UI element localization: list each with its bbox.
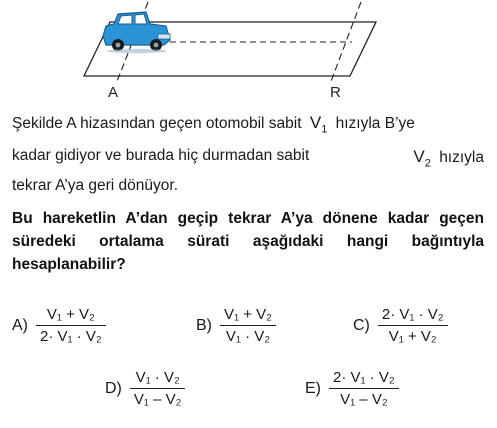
fraction-d: $\frac{\text{V₁ · V₂}}{\text{V₁ – V₂}}$ bbox=[130, 369, 186, 408]
label-b: R bbox=[330, 84, 341, 101]
fraction-e: $\frac{\text{2· V₁ · V₂}}{\text{V₁ – V₂}}$ bbox=[329, 369, 399, 408]
fraction-a: $\frac{\text{V₁ + V₂}}{\text{2· V₁ · V₂}}$ bbox=[36, 306, 106, 345]
v2-symbol: $V_2$ bbox=[413, 147, 431, 170]
option-e[interactable]: E) $\frac{\text{2· V₁ · V₂}}{\text{V₁ – V₂}}$ bbox=[305, 369, 399, 408]
option-d[interactable]: D) $\frac{\text{V₁ · V₂}}{\text{V₁ – V₂}}$ bbox=[105, 369, 185, 408]
question-text: Bu hareketlin A’dan geçip tekrar A’ya dönene kadar geçen süredeki ortalama sürati aşağıdaki hangi bağıntıyla hesaplanabilir? bbox=[12, 210, 484, 273]
fraction-b: $\frac{\text{V₁ + V₂}}{\text{V₁ · V₂}}$ bbox=[220, 306, 276, 345]
label-a: A bbox=[108, 84, 119, 101]
v1-symbol: $V_1$ bbox=[309, 113, 328, 136]
paragraph-line-3: tekrar A’ya geri dönüyor. bbox=[12, 177, 178, 194]
line-b bbox=[330, 2, 361, 84]
fraction-c: $\frac{\text{2· V₁ · V₂}}{\text{V₁ + V₂}}$ bbox=[378, 306, 448, 345]
option-b[interactable]: B) $\frac{\text{V₁ + V₂}}{\text{V₁ · V₂}}$ bbox=[196, 306, 276, 345]
road-diagram bbox=[0, 0, 497, 105]
option-c[interactable]: C) $\frac{\text{2· V₁ · V₂}}{\text{V₁ + V₂}}$ bbox=[353, 306, 448, 345]
paragraph-line-2: kadar gidiyor ve burada hiç durmadan sabit $V_2$ hızıyla bbox=[12, 147, 484, 170]
paragraph-line-1: Şekilde A hizasından geçen otomobil sabit $V_1$ hızıyla B’ye bbox=[12, 113, 415, 136]
car-icon bbox=[103, 12, 170, 53]
option-a[interactable]: A) $\frac{\text{V₁ + V₂}}{\text{2· V₁ · V₂}}$ bbox=[12, 306, 106, 345]
motion-figure bbox=[0, 0, 497, 105]
